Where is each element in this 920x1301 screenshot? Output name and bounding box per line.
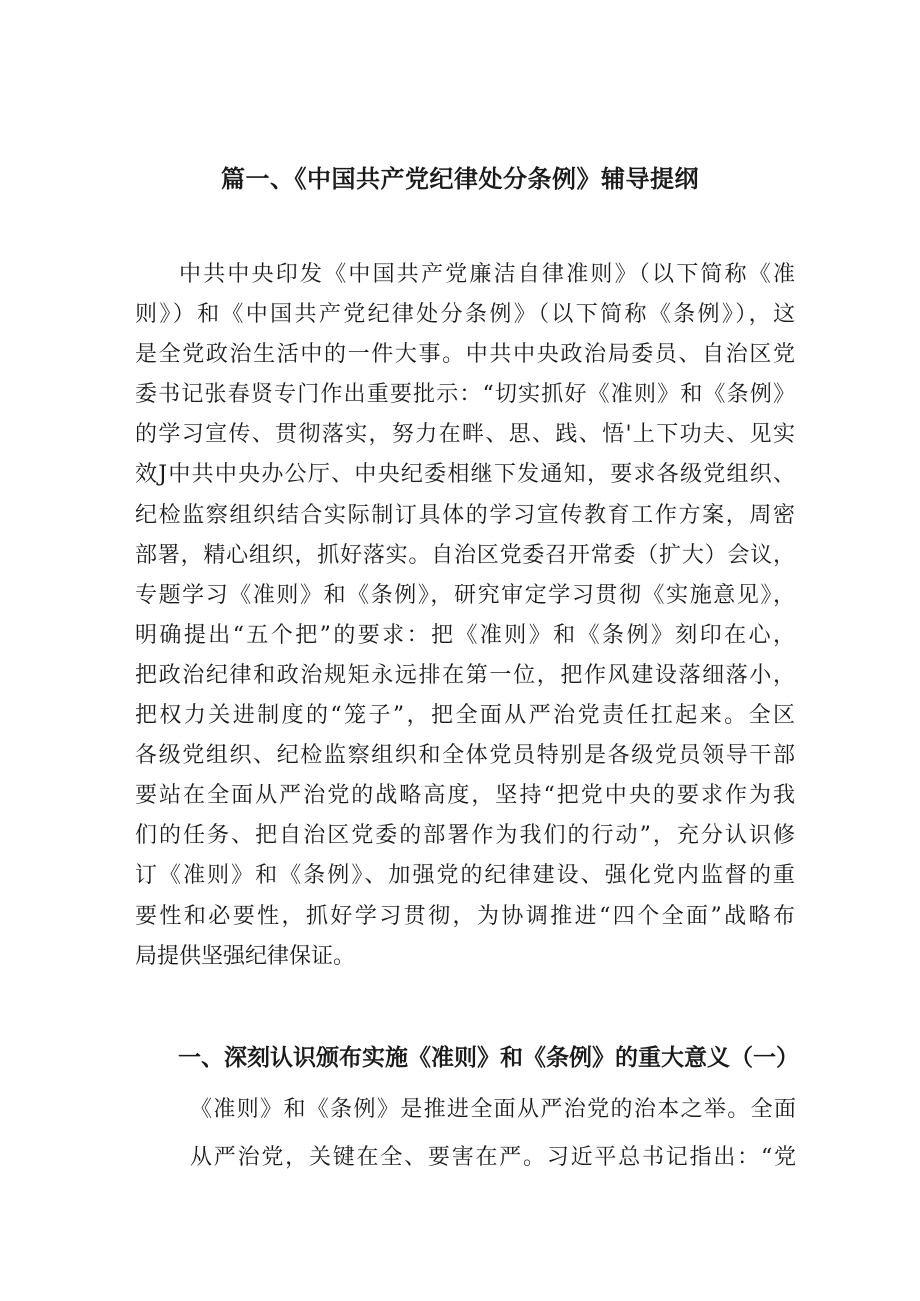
paragraph-line: 们的任务、把自治区党委的部署作为我们的行动”，充分认识修 — [135, 823, 795, 849]
paragraph-line: 各级党组织、纪检监察组织和全体党员特别是各级党员领导干部 — [135, 743, 795, 769]
section-heading: 一、深刻认识颁布实施《准则》和《条例》的重大意义（一） — [178, 1045, 799, 1071]
paragraph-line: 要性和必要性，抓好学习贯彻，为协调推进“四个全面”战略布 — [135, 903, 795, 929]
paragraph-line: 把政治纪律和政治规矩永远排在第一位，把作风建设落细落小， — [135, 662, 795, 688]
intro-paragraph — [135, 255, 795, 977]
paragraph-line: 是全党政治生活中的一件大事。中共中央政治局委员、自治区党 — [135, 342, 795, 368]
section-paragraph — [190, 1086, 796, 1182]
paragraph-line: 效J中共中央办公厅、中央纪委相继下发通知，要求各级党组织、 — [135, 462, 795, 488]
paragraph-line: 局提供坚强纪律保证。 — [135, 943, 356, 969]
paragraph-line: 中共中央印发《中国共产党廉洁自律准则》（以下简称《准 — [179, 262, 795, 287]
paragraph-line: 的学习宣传、贯彻落实，努力在畔、思、践、悟'上下功夫、见实 — [135, 422, 795, 448]
paragraph-line: 要站在全面从严治党的战略高度，坚持“把党中央的要求作为我 — [135, 783, 795, 809]
paragraph-line: 《准则》和《条例》是推进全面从严治党的治本之举。全面 — [190, 1097, 796, 1122]
paragraph-line: 明确提出“五个把”的要求：把《准则》和《条例》刻印在心， — [135, 622, 795, 648]
paragraph-line: 把权力关进制度的“笼子”，把全面从严治党责任扛起来。全区 — [135, 703, 795, 729]
document-title: 篇一、《中国共产党纪律处分条例》辅导提纲 — [221, 165, 699, 193]
paragraph-line: 部署，精心组织，抓好落实。自治区党委召开常委（扩大）会议， — [135, 542, 795, 568]
paragraph-line: 委书记张春贤专门作出重要批示：“切实抓好《准则》和《条例》 — [135, 382, 795, 408]
paragraph-line: 专题学习《准则》和《条例》，研究审定学习贯彻《实施意见》， — [135, 582, 795, 608]
paragraph-line: 从严治党，关键在全、要害在严。习近平总书记指出：“党 — [190, 1145, 796, 1170]
paragraph-line: 则》）和《中国共产党纪律处分条例》（以下简称《条例》），这 — [135, 302, 795, 328]
paragraph-line: 订《准则》和《条例》、加强党的纪律建设、强化党内监督的重 — [135, 863, 795, 889]
paragraph-line: 纪检监察组织结合实际制订具体的学习宣传教育工作方案，周密 — [135, 502, 795, 528]
